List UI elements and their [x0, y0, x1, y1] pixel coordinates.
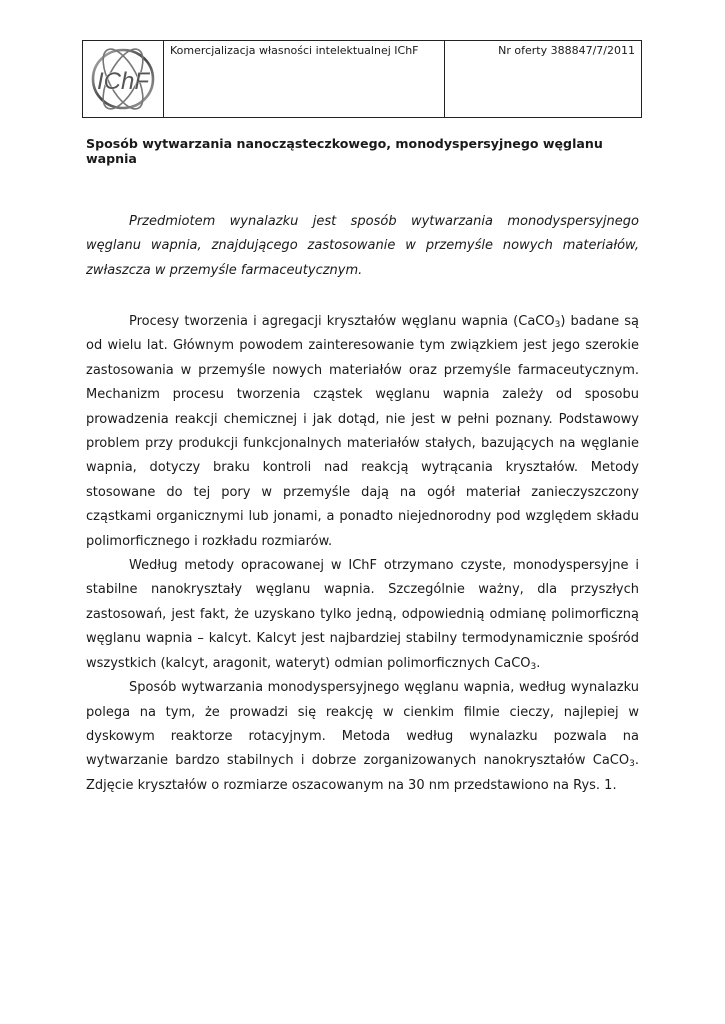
ichf-logo [87, 44, 159, 114]
body-block [86, 310, 639, 798]
paragraph-1 [86, 310, 639, 554]
paragraph-2-text-a: Według metody opracowanej w IChF otrzymano czyste, monodyspersyjne i stabilne nanokryształy węglanu wapnia. Szczególnie ważny, dla przyszłych zastosowań, jest fakt, że uzyskano tylko jedną, odpowiednią odmianę polimorficzną węglanu wapnia – kalcyt. Kalcyt jest najbardziej stabilny termodynamicznie spośród wszystkich (kalcyt, aragonit, wateryt) odmian polimorficznych CaCO [86, 558, 639, 671]
paragraph-3-text-a: Sposób wytwarzania monodyspersyjnego węglanu wapnia, według wynalazku polega na tym, że prowadzi się reakcję w cienkim filmie cieczy, najlepiej w dyskowym reaktorze rotacyjnym. Metoda według wynalazku pozwala na wytwarzanie bardzo stabilnych i dobrze zorganizowanych nanokryształów CaCO [86, 680, 639, 769]
paragraph-3-text-b: . Zdjęcie kryształów o rozmiarze oszacowanym na 30 nm przedstawiono na Rys. 1. [86, 753, 639, 793]
subscript: 3 [554, 320, 561, 330]
paragraph-3 [86, 676, 639, 798]
subscript: 3 [629, 759, 635, 770]
header-title: Komercjalizacja własności intelektualnej IChF [164, 41, 445, 118]
document-title: Sposób wytwarzania nanocząsteczkowego, monodyspersyjnego węglanu wapnia [86, 136, 603, 166]
paragraph-2 [86, 554, 639, 676]
subscript: 3 [530, 661, 537, 672]
paragraph-2-text-b: . [536, 655, 541, 671]
paragraph-1-text-a: Procesy tworzenia i agregacji kryształów węglanu wapnia (CaCO [129, 314, 555, 329]
header-table [82, 40, 642, 118]
paragraph-1-text-b: ) badane są od wielu lat. Głównym powodem zainteresowanie tym związkiem jest jego szerokie zastosowania w przemyśle nowych materiałów oraz przemyśle farmaceutycznym. Mechanizm procesu tworzenia cząstek węglanu wapnia zależy od sposobu prowadzenia reakcji chemicznej i jak dotąd, nie jest w pełni poznany. Podstawowy problem przy produkcji funkcjonalnych materiałów stałych, bazujących na węglanie wapnia, dotyczy braku kontroli nad reakcją wytrącania kryształów. Metody stosowane do tej pory w przemyśle dają na ogół materiał zanieczyszczony cząstkami organicznymi lub jonami, a ponadto niejednorodny pod względem składu polimorficznego i rozkładu rozmiarów. [86, 314, 640, 549]
intro-paragraph: Przedmiotem wynalazku jest sposób wytwarzania monodyspersyjnego węglanu wapnia, znajdującego zastosowanie w przemyśle nowych materiałów, zwłaszcza w przemyśle farmaceutycznym. [86, 214, 639, 278]
svg-text:IChF: IChF [96, 68, 150, 95]
intro-block [86, 210, 639, 283]
logo-cell [83, 41, 164, 118]
offer-number: Nr oferty 388847/7/2011 [445, 41, 642, 118]
